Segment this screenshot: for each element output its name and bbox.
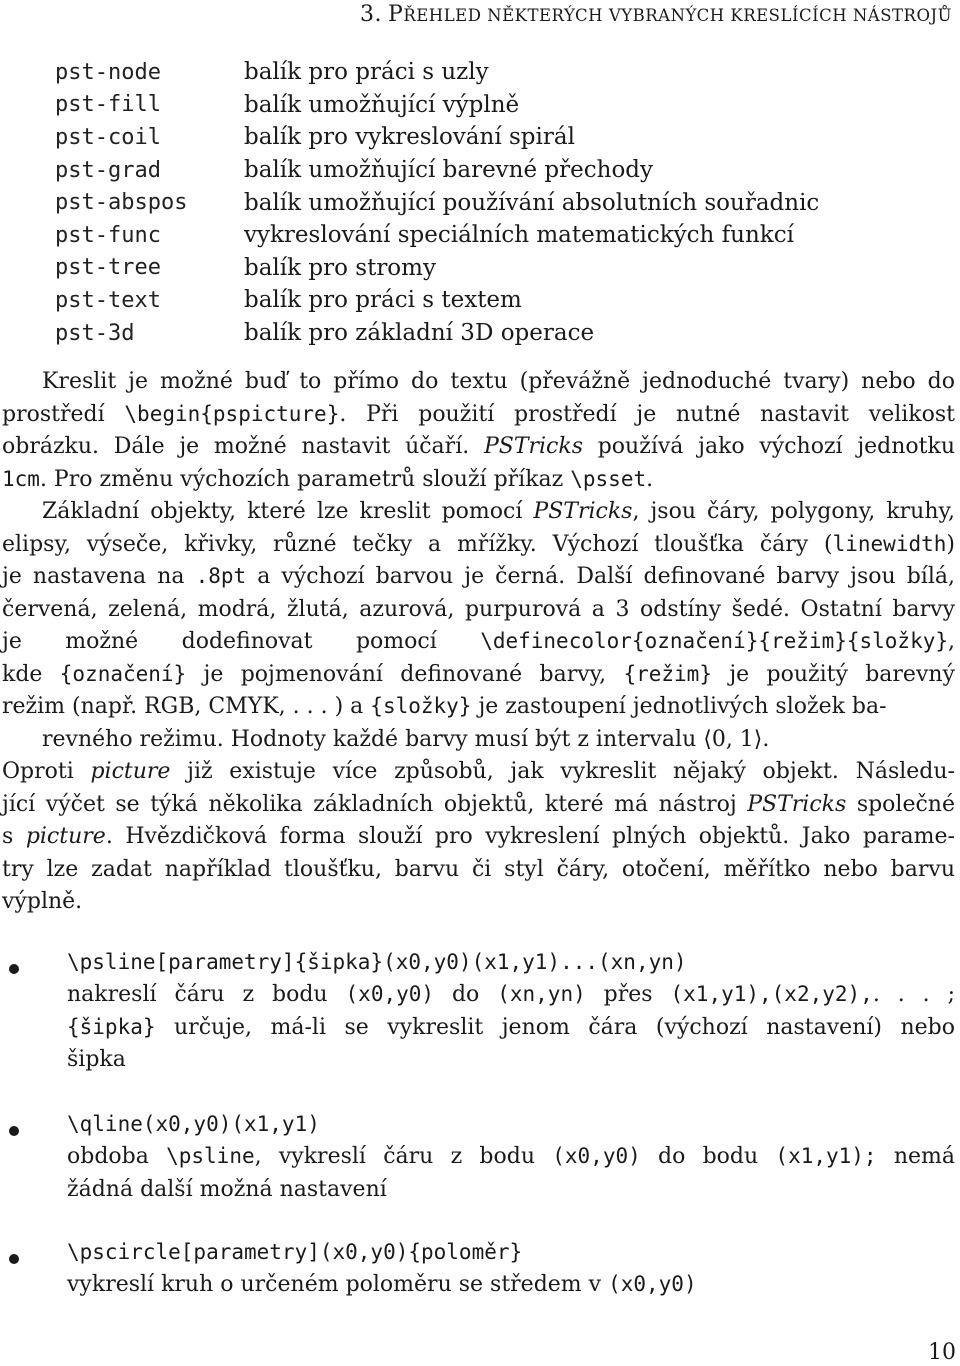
code-span: (x1,y1); <box>775 1144 877 1169</box>
package-name: pst-abspos <box>55 190 188 216</box>
paragraph-line <box>2 402 955 427</box>
paragraph-line <box>2 857 955 882</box>
code-span: {označení} <box>59 661 187 686</box>
package-name: pst-coil <box>55 124 161 150</box>
running-header <box>360 2 952 27</box>
package-row <box>55 284 819 317</box>
paragraph-line <box>2 759 955 784</box>
text-span: prostředí <box>2 401 125 427</box>
text-span: používá jako výchozí jednotku <box>583 434 955 459</box>
paragraph-line <box>2 694 887 719</box>
text-span: . <box>646 466 654 492</box>
code-span: \pscircle[parametry](x0,y0){poloměr} <box>67 1240 523 1264</box>
text-span: přes <box>585 982 671 1008</box>
package-description: balík pro vykreslování spirál <box>244 124 575 151</box>
text-span: do bodu <box>640 1144 776 1170</box>
code-span: (x0,y0) <box>608 1272 697 1297</box>
package-description: vykreslování speciálních matematických funkcí <box>244 222 794 249</box>
title-part: ŘEHLED NĚKTERÝCH VYBRANÝCH KRESLÍCÍCH NÁSTROJŮ <box>403 6 952 25</box>
text-span: ) <box>946 531 955 557</box>
code-span: (xn,yn) <box>497 982 586 1007</box>
package-name: pst-fill <box>55 92 161 118</box>
paragraph-line <box>2 597 955 622</box>
text-span: PSTricks <box>533 499 633 524</box>
package-name: pst-grad <box>55 157 161 183</box>
item-line <box>67 1047 126 1072</box>
paragraph-line <box>2 564 955 589</box>
text-span: obdoba <box>67 1144 167 1170</box>
bullet-icon <box>9 964 19 974</box>
item-line <box>67 1272 697 1297</box>
package-row <box>55 56 819 89</box>
text-span: určuje, má-li se vykreslit jenom čára (výchozí nastavení) nebo <box>155 1014 955 1040</box>
text-span: šipka <box>67 1047 126 1073</box>
code-span: 1cm <box>2 466 40 491</box>
code-span: \psline[parametry]{šipka}(x0,y0)(x1,y1)...(xn,yn) <box>67 950 687 974</box>
item-line <box>67 1015 955 1040</box>
code-span: {režim} <box>623 661 712 686</box>
paragraph-line <box>2 532 955 557</box>
code-span: \qline(x0,y0)(x1,y1) <box>67 1112 320 1136</box>
text-span: je nastavena na <box>2 564 196 589</box>
text-span: je pojmenování definované barvy, <box>186 661 624 687</box>
package-description: balík pro práci s uzly <box>244 59 489 86</box>
package-row <box>55 89 819 122</box>
item-line <box>67 982 955 1007</box>
bullet-icon <box>9 1126 19 1136</box>
code-span: \psline <box>166 1144 255 1169</box>
package-description: balík umožňující výplně <box>244 91 520 118</box>
paragraph-line <box>2 824 955 849</box>
text-span: , vykreslí čáru z bodu <box>254 1144 553 1170</box>
text-span: nakreslí čáru z bodu <box>67 982 346 1008</box>
text-span: je zastoupení jednotlivých složek ba- <box>471 694 887 719</box>
item-line <box>67 1112 320 1137</box>
code-span: \psset <box>570 466 647 491</box>
package-row <box>55 317 819 350</box>
code-span: {složky} <box>370 694 472 718</box>
package-description: balík umožňující používání absolutních souřadnic <box>244 189 820 216</box>
paragraph-line <box>42 369 955 394</box>
text-span: žádná další možná nastavení <box>67 1176 387 1202</box>
text-span: . Při použití prostředí je nutné nastavit velikost <box>339 401 955 427</box>
text-span: picture <box>25 824 106 849</box>
text-span: Kreslit je možné buď to přímo do textu (převážně jednoduché tvary) nebo do <box>42 369 955 394</box>
text-span: Oproti <box>2 759 91 784</box>
package-description: balík pro stromy <box>244 254 436 281</box>
text-span: s <box>2 824 26 849</box>
text-span: obrázku. Dále je možné nastavit účaří. <box>2 434 484 459</box>
package-row <box>55 219 819 252</box>
code-span: (x0,y0) <box>552 1144 641 1169</box>
text-span: picture <box>90 759 171 784</box>
paragraph-line <box>42 727 769 752</box>
item-line <box>67 1177 387 1202</box>
bullet-icon <box>9 1254 19 1264</box>
text-span: jící výčet se týká několika základních objektů, které má nástroj <box>2 791 748 817</box>
code-span: (x1,y1),(x2,y2), <box>670 982 873 1007</box>
text-span: PSTricks <box>747 791 847 817</box>
package-name: pst-3d <box>55 320 135 346</box>
text-span: revného režimu. Hodnoty každé barvy musí být z intervalu ⟨0, 1⟩. <box>42 726 770 752</box>
page-number: 10 <box>928 1340 956 1365</box>
title-part: P <box>388 2 404 27</box>
text-span: vykreslí kruh o určeném poloměru se středem v <box>67 1272 609 1298</box>
text-span: PSTricks <box>483 434 583 459</box>
text-span: výplně. <box>2 889 83 914</box>
package-row <box>55 252 819 285</box>
text-span: elipsy, výseče, křivky, různé tečky a mřížky. Výchozí tloušťka čáry ( <box>2 531 833 557</box>
text-span: , <box>948 629 955 654</box>
package-name: pst-node <box>55 59 161 85</box>
paragraph-line <box>2 629 955 654</box>
paragraph-line <box>2 662 955 687</box>
text-span: try lze zadat například tloušťku, barvu či styl čáry, otočení, měřítko nebo barvu <box>2 856 955 882</box>
code-span: linewidth <box>832 531 947 556</box>
item-line <box>67 950 687 975</box>
text-span: . Pro změnu výchozích parametrů slouží příkaz <box>39 466 571 492</box>
package-name: pst-func <box>55 222 161 248</box>
paragraph-line <box>2 467 653 492</box>
paragraph-line <box>2 889 82 914</box>
text-span: . Hvězdičková forma slouží pro vykreslení plných objektů. Jako parame- <box>105 824 955 849</box>
paragraph-line <box>42 499 955 524</box>
chapter-title <box>388 2 952 27</box>
item-line <box>67 1240 522 1265</box>
text-span: společné <box>846 791 955 817</box>
text-span: je možné dodefinovat pomocí <box>2 629 481 654</box>
package-description: balík umožňující barevné přechody <box>244 157 654 184</box>
package-table <box>55 56 819 349</box>
package-name: pst-text <box>55 287 161 313</box>
text-span: Základní objekty, které lze kreslit pomocí <box>42 499 534 524</box>
package-row <box>55 154 819 187</box>
text-span: červená, zelená, modrá, žlutá, azurová, purpurová a 3 odstíny šedé. Ostatní barvy <box>2 596 955 622</box>
code-span: .8pt <box>195 564 247 588</box>
chapter-number: 3. <box>360 2 383 27</box>
paragraph-line <box>2 434 955 459</box>
code-span: (x0,y0) <box>345 982 435 1007</box>
text-span: režim (např. RGB, CMYK, . . . ) a <box>2 694 371 719</box>
text-span: a výchozí barvou je černá. Další definované barvy jsou bílá, <box>246 564 955 589</box>
paragraph-line <box>2 792 955 817</box>
item-line <box>67 1144 955 1169</box>
text-span: nemá <box>876 1144 955 1170</box>
text-span: kde <box>2 661 60 687</box>
code-span: {šipka} <box>67 1014 156 1039</box>
code-span: \begin{pspicture} <box>124 401 340 426</box>
text-span: . . . ; <box>872 982 955 1008</box>
text-span: již existuje více způsobů, jak vykreslit nějaký objekt. Následu- <box>170 759 955 784</box>
package-row <box>55 186 819 219</box>
package-name: pst-tree <box>55 255 161 281</box>
text-span: do <box>434 982 498 1008</box>
text-span: , jsou čáry, polygony, kruhy, <box>632 499 955 524</box>
package-description: balík pro práci s textem <box>244 287 522 314</box>
text-span: je použitý barevný <box>711 661 955 687</box>
package-description: balík pro základní 3D operace <box>244 320 595 347</box>
package-row <box>55 121 819 154</box>
code-span: \definecolor{označení}{režim}{složky} <box>480 629 948 653</box>
